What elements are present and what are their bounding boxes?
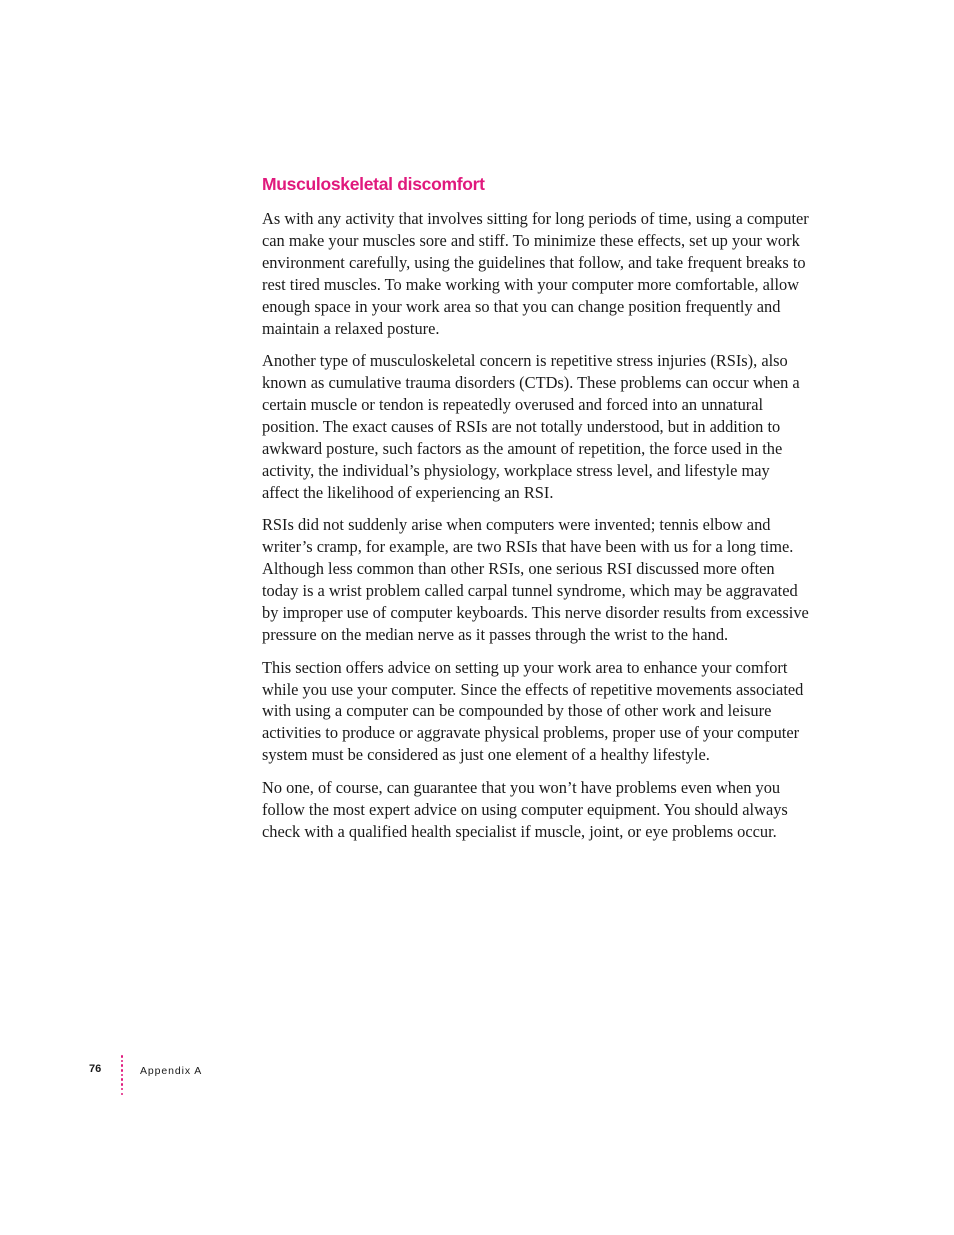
section-body (262, 208, 810, 853)
divider-dot (121, 1078, 124, 1081)
divider-dot (121, 1069, 124, 1072)
divider-dot (121, 1088, 124, 1091)
section-heading: Musculoskeletal discomfort (262, 174, 485, 194)
page-number: 76 (89, 1063, 102, 1075)
body-paragraph: As with any activity that involves sitting for long periods of time, using a computer can make your muscles sore and stiff. To minimize these effects, set up your work environment carefully, using the guidelines that follow, and take frequent breaks to rest tired muscles. To make working with your computer more comfortable, allow enough space in your work area so that you can change position frequently and maintain a relaxed posture. (262, 209, 809, 338)
divider-dot (121, 1064, 124, 1067)
body-paragraph: No one, of course, can guarantee that you won’t have problems even when you follow the most expert advice on using computer equipment. You should always check with a qualified health specialist if muscle, joint, or eye problems occur. (262, 777, 788, 841)
divider-dot (121, 1074, 124, 1077)
footer-dotted-divider (120, 1055, 124, 1095)
divider-dot (121, 1055, 124, 1058)
body-paragraph: RSIs did not suddenly arise when computers were invented; tennis elbow and writer’s cramp, for example, are two RSIs that have been with us for a long time. Although less common than other RSIs, one serious RSI discussed more often today is a wrist problem called carpal tunnel syndrome, which may be aggravated by improper use of computer keyboards. This nerve disorder results from excessive pressure on the median nerve as it passes through the wrist to the hand. (262, 515, 809, 644)
footer-section-label: Appendix A (140, 1065, 203, 1077)
divider-dot (121, 1083, 124, 1086)
divider-dot (121, 1093, 124, 1096)
body-paragraph: Another type of musculoskeletal concern is repetitive stress injuries (RSIs), also known as cumulative trauma disorders (CTDs). These problems can occur when a certain muscle or tendon is repeatedly overused and forced into an unnatural position. The exact causes of RSIs are not totally understood, but in addition to awkward posture, such factors as the amount of repetition, the force used in the activity, the individual’s physiology, workplace stress level, and lifestyle may affect the likelihood of experiencing an RSI. (262, 351, 800, 502)
divider-dot (121, 1060, 124, 1063)
body-paragraph: This section offers advice on setting up your work area to enhance your comfort while you use your computer. Since the effects of repetitive movements associated with using a computer can be compounded by those of other work and leisure activities to produce or aggravate physical problems, proper use of your computer system must be considered as just one element of a healthy lifestyle. (262, 657, 804, 765)
